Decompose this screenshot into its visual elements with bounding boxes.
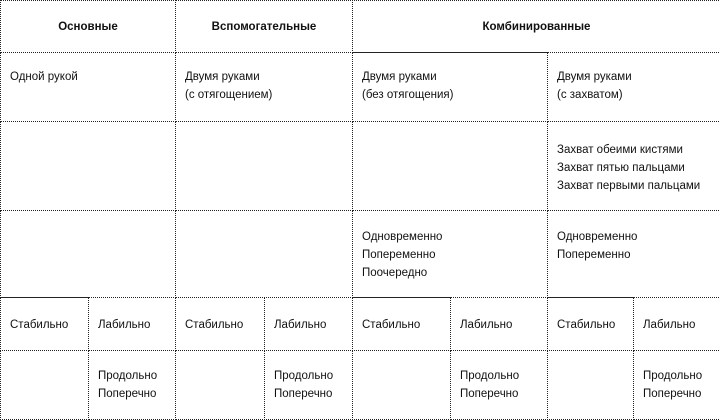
table-cell — [352, 210, 548, 298]
table-cell — [352, 350, 451, 420]
cell-text: Стабильно — [185, 319, 244, 331]
table-cell — [0, 210, 176, 298]
header-cell — [352, 0, 720, 53]
header-label: Вспомогательные — [211, 20, 317, 33]
cell-text: Продольно — [274, 370, 334, 382]
cell-text: Поперечно — [460, 388, 519, 400]
cell-text: Одной рукой — [10, 71, 78, 83]
cell-text: Лабильно — [643, 319, 696, 331]
cell-text: Лабильно — [274, 319, 327, 331]
table-cell — [450, 297, 548, 351]
cell-text: (с отягощением) — [185, 89, 273, 101]
table-cell — [264, 297, 353, 351]
table-cell — [633, 350, 720, 420]
cell-text: Одновременно — [362, 231, 443, 243]
table-cell — [0, 297, 89, 351]
header-label: Основные — [58, 20, 118, 33]
table-cell — [175, 350, 265, 420]
cell-text: Продольно — [460, 370, 520, 382]
cell-text: Продольно — [98, 370, 158, 382]
table-cell — [633, 297, 720, 351]
cell-text: Захват пятью пальцами — [557, 162, 685, 174]
table-cell — [450, 350, 548, 420]
cell-text: Стабильно — [10, 319, 69, 331]
cell-text: (с захватом) — [557, 89, 623, 101]
header-label: Комбинированные — [482, 20, 591, 33]
table-cell — [175, 210, 353, 298]
cell-text: Стабильно — [362, 319, 421, 331]
table-cell — [88, 297, 176, 351]
table-cell — [547, 350, 634, 420]
cell-text: Продольно — [643, 370, 703, 382]
cell-text: Двумя руками — [557, 71, 632, 83]
table-cell — [352, 52, 548, 122]
header-cell — [0, 0, 176, 53]
cell-text: Двумя руками — [362, 71, 437, 83]
cell-text: Лабильно — [98, 319, 151, 331]
cell-text: Стабильно — [557, 319, 616, 331]
table-cell — [0, 121, 176, 211]
cell-text: Попеременно — [362, 249, 436, 261]
cell-text: Захват первыми пальцами — [557, 180, 701, 192]
cell-text: Поочередно — [362, 267, 428, 279]
cell-text: Лабильно — [460, 319, 513, 331]
cell-text: Попеременно — [557, 249, 631, 261]
table-cell — [547, 210, 720, 298]
cell-text: Поперечно — [643, 388, 702, 400]
table-cell — [175, 52, 353, 122]
table-cell — [264, 350, 353, 420]
cell-text: Поперечно — [274, 388, 333, 400]
table-cell — [0, 350, 89, 420]
table-cell — [547, 121, 720, 211]
cell-text: Одновременно — [557, 231, 638, 243]
cell-text: Двумя руками — [185, 71, 260, 83]
table-cell — [547, 297, 634, 351]
table-cell — [547, 52, 720, 122]
table-cell — [0, 52, 176, 122]
table-cell — [175, 121, 353, 211]
cell-text: (без отягощения) — [362, 89, 454, 101]
header-cell — [175, 0, 353, 53]
table-cell — [175, 297, 265, 351]
table-cell — [352, 121, 548, 211]
table-cell — [352, 297, 451, 351]
table-cell — [88, 350, 176, 420]
cell-text: Захват обеими кистями — [557, 144, 683, 156]
cell-text: Поперечно — [98, 388, 157, 400]
